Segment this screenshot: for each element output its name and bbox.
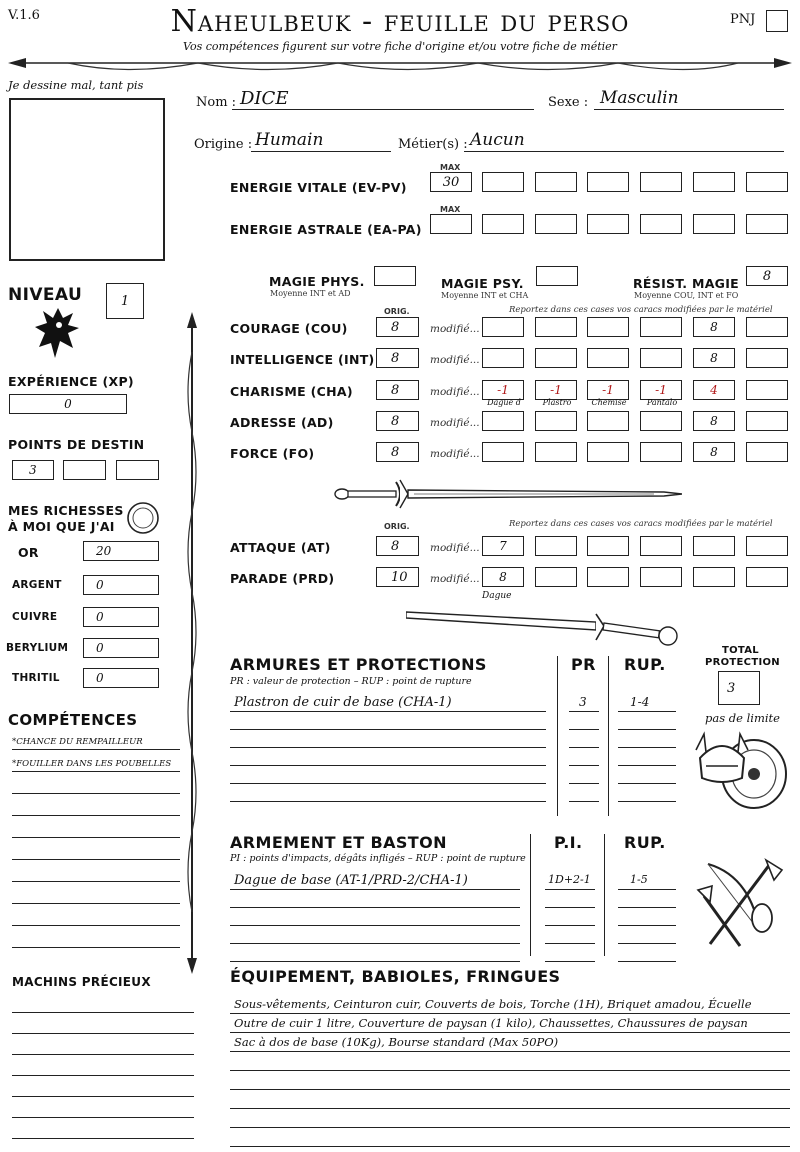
portrait-caption: Je dessine mal, tant pis (8, 78, 144, 92)
stat-orig-value: 8 (391, 538, 400, 554)
equipment-line[interactable] (230, 1089, 790, 1090)
armor-name[interactable]: Plastron de cuir de base (CHA-1) (234, 695, 452, 710)
total-protection-label-2: PROTECTION (705, 657, 780, 668)
armor-col-rup: RUP. (624, 655, 666, 674)
competences-label: COMPÉTENCES (8, 711, 138, 729)
stat-mod-value: 8 (710, 414, 718, 428)
magie-phys-sub: Moyenne INT et AD (270, 289, 351, 298)
combat-caption: Dague (482, 591, 512, 601)
magie-psy-box[interactable] (536, 266, 578, 286)
precious-line[interactable] (12, 1033, 194, 1034)
ea-box[interactable] (746, 214, 788, 234)
stat-mod-value (694, 537, 734, 555)
sword-icon (334, 478, 682, 510)
stat-orig-box[interactable] (376, 567, 419, 587)
stat-orig-value: 8 (391, 319, 400, 335)
stat-mod-value (641, 568, 681, 586)
stat-mod-value (694, 568, 734, 586)
armor-sub: PR : valeur de protection – RUP : point de rupture (230, 676, 472, 687)
equipment-line[interactable] (230, 1070, 790, 1071)
stat-label: FORCE (FO) (230, 446, 315, 461)
stat-mod-box[interactable] (587, 317, 629, 337)
niveau-label: NIVEAU (8, 285, 83, 305)
armor-line[interactable] (230, 711, 546, 712)
ev-value: 30 (442, 174, 460, 190)
stat-mod-value (588, 443, 628, 461)
wealth-box[interactable] (83, 638, 159, 658)
cha-caption: Chemise (591, 398, 627, 407)
resist-magie-value: 8 (762, 268, 772, 284)
armor-col-pr: PR (571, 655, 596, 674)
stat-mod-value (536, 318, 576, 336)
modifie-label: modifié... (430, 573, 480, 585)
stat-mod-box[interactable] (693, 348, 735, 368)
stats-orig-label: ORIG. (384, 307, 410, 316)
machins-label: MACHINS PRÉCIEUX (12, 975, 151, 989)
precious-line[interactable] (12, 1012, 194, 1013)
stat-mod-box[interactable] (640, 317, 682, 337)
stat-label: ATTAQUE (AT) (230, 540, 331, 555)
stat-mod-value (641, 443, 681, 461)
ea-box[interactable] (693, 214, 735, 234)
stat-mod-value (641, 537, 681, 555)
weapon-name[interactable]: Dague de base (AT-1/PRD-2/CHA-1) (234, 873, 468, 888)
stat-mod-box[interactable] (746, 348, 788, 368)
stat-mod-value (747, 443, 787, 461)
stat-orig-value: 8 (391, 413, 400, 429)
total-protection-label-1: TOTAL (722, 645, 759, 656)
stat-mod-box[interactable] (587, 411, 629, 431)
version-label: V.1.6 (8, 8, 40, 23)
stat-mod-box[interactable] (746, 317, 788, 337)
stat-orig-value: 8 (391, 444, 400, 460)
magie-phys-box[interactable] (374, 266, 416, 286)
weapons-col-pi: P.I. (554, 833, 583, 852)
stat-mod-box[interactable] (640, 442, 682, 462)
stat-mod-value: 8 (710, 445, 718, 459)
stat-mod-box[interactable] (693, 411, 735, 431)
stat-mod-value (536, 443, 576, 461)
armor-line[interactable] (230, 747, 546, 748)
armor-rup[interactable]: 1-4 (630, 695, 650, 709)
total-protection-value: 3 (727, 680, 736, 696)
ev-box[interactable] (587, 172, 629, 192)
weapons-title: ARMEMENT ET BASTON (230, 833, 447, 852)
stat-mod-value (747, 568, 787, 586)
stat-label: COURAGE (COU) (230, 321, 348, 336)
stat-mod-value (747, 381, 787, 399)
stat-mod-box[interactable] (535, 348, 577, 368)
page-subtitle: Vos compétences figurent sur votre fiche d'origine et/ou votre fiche de métier (183, 40, 617, 53)
stat-mod-box[interactable] (587, 442, 629, 462)
modifie-label: modifié... (430, 542, 480, 554)
stat-mod-value: -1 (602, 383, 614, 397)
page-title: Naheulbeuk - feuille du perso (170, 4, 630, 39)
ea-box[interactable] (430, 214, 472, 234)
equipment-line[interactable] (230, 1013, 790, 1014)
equipment-line[interactable] (230, 1108, 790, 1109)
weapon-line[interactable] (230, 889, 520, 890)
stat-mod-value (747, 349, 787, 367)
stat-mod-box[interactable] (587, 348, 629, 368)
ea-value (431, 215, 471, 233)
weapon-line[interactable] (230, 961, 520, 962)
wealth-value: 20 (96, 544, 112, 558)
stat-mod-value (536, 412, 576, 430)
metier-label: Métier(s) : (398, 137, 468, 152)
modifie-label: modifié... (430, 417, 480, 429)
dragon-icon (33, 303, 83, 363)
crossed-weapons-icon (690, 856, 788, 954)
magie-psy-value (537, 267, 577, 285)
stat-mod-box[interactable] (746, 380, 788, 400)
stat-mod-value (588, 537, 628, 555)
helmet-shield-icon (692, 728, 788, 812)
niveau-value: 1 (120, 293, 130, 309)
cha-caption: Plastro (542, 398, 572, 407)
stat-mod-box[interactable] (746, 536, 788, 556)
weapon-line[interactable] (230, 943, 520, 944)
equipment-line[interactable] (230, 1146, 790, 1147)
stat-mod-box[interactable] (746, 442, 788, 462)
stat-mod-box[interactable] (482, 567, 524, 587)
ea-label: ENERGIE ASTRALE (EA-PA) (230, 222, 422, 237)
magie-phys-label: MAGIE PHYS. (269, 274, 365, 289)
stat-mod-value (536, 568, 576, 586)
combat-orig-label: ORIG. (384, 522, 410, 531)
destin-label: POINTS DE DESTIN (8, 437, 145, 452)
stat-mod-box[interactable] (587, 567, 629, 587)
ev-box[interactable] (693, 172, 735, 192)
ea-box[interactable] (640, 214, 682, 234)
nom-label: Nom : (196, 95, 237, 110)
stat-mod-value: -1 (655, 383, 667, 397)
stat-orig-box[interactable] (376, 411, 419, 431)
ev-max-label: MAX (440, 163, 461, 172)
armor-line[interactable] (230, 783, 546, 784)
equipment-line[interactable] (230, 1051, 790, 1052)
armor-line[interactable] (230, 801, 546, 802)
ev-box[interactable] (535, 172, 577, 192)
destin-box-2[interactable] (63, 460, 106, 480)
armor-title: ARMURES ET PROTECTIONS (230, 655, 487, 674)
weapon-pi[interactable]: 1D+2-1 (548, 873, 591, 886)
xp-label: EXPÉRIENCE (XP) (8, 374, 134, 389)
stat-mod-box[interactable] (535, 567, 577, 587)
stat-orig-value: 8 (391, 350, 400, 366)
stat-mod-box[interactable] (587, 536, 629, 556)
magie-psy-label: MAGIE PSY. (441, 276, 524, 291)
weapons-col-rup: RUP. (624, 833, 666, 852)
magie-psy-sub: Moyenne INT et CHA (441, 291, 529, 300)
stat-mod-box[interactable] (640, 567, 682, 587)
wealth-box[interactable] (83, 607, 159, 627)
stat-mod-value: -1 (497, 383, 509, 397)
wealth-label: BERYLIUM (6, 642, 69, 654)
modifie-label: modifié... (430, 386, 480, 398)
equipment-item[interactable]: Outre de cuir 1 litre, Couverture de paysan (1 kilo), Chaussettes, Chaussures de paysan (234, 1016, 748, 1030)
stat-mod-value (483, 318, 523, 336)
destin-box-3[interactable] (116, 460, 159, 480)
stat-mod-value (483, 349, 523, 367)
stat-mod-value: 8 (710, 351, 718, 365)
stat-mod-box[interactable] (482, 411, 524, 431)
weapon-rup[interactable]: 1-5 (630, 873, 648, 886)
ev-label: ENERGIE VITALE (EV-PV) (230, 180, 407, 195)
stat-mod-value (641, 318, 681, 336)
stat-mod-value (588, 568, 628, 586)
stat-mod-value (588, 318, 628, 336)
origine-label: Origine : (194, 137, 253, 152)
resist-magie-sub: Moyenne COU, INT et FO (634, 291, 739, 300)
stat-mod-box[interactable] (535, 536, 577, 556)
stat-mod-value (483, 412, 523, 430)
stat-mod-value (536, 349, 576, 367)
stat-mod-value (588, 412, 628, 430)
stat-orig-value: 10 (391, 569, 408, 585)
nom-value[interactable]: DICE (240, 88, 289, 109)
ea-box[interactable] (482, 214, 524, 234)
precious-line[interactable] (12, 1096, 194, 1097)
ev-box[interactable] (482, 172, 524, 192)
ev-box[interactable] (640, 172, 682, 192)
stat-mod-value: 4 (710, 383, 718, 397)
total-protection-box[interactable] (718, 671, 760, 705)
weapon-line[interactable] (230, 925, 520, 926)
pas-de-limite-label: pas de limite (705, 711, 780, 725)
stat-mod-box[interactable] (587, 380, 629, 400)
armor-line[interactable] (230, 765, 546, 766)
equipment-line[interactable] (230, 1032, 790, 1033)
ev-box[interactable] (430, 172, 472, 192)
stat-mod-value (641, 412, 681, 430)
stat-mod-box[interactable] (693, 536, 735, 556)
equipment-title: ÉQUIPEMENT, BABIOLES, FRINGUES (230, 967, 561, 986)
resist-magie-box[interactable] (746, 266, 788, 286)
equipment-item[interactable]: Sac à dos de base (10Kg), Bourse standard (Max 50PO) (234, 1035, 559, 1049)
spear-divider-icon (182, 312, 202, 974)
cha-caption: Pantalo (646, 398, 678, 407)
stat-mod-value (747, 537, 787, 555)
stat-mod-box[interactable] (535, 317, 577, 337)
ea-box[interactable] (587, 214, 629, 234)
stat-orig-box[interactable] (376, 442, 419, 462)
stat-mod-box[interactable] (640, 536, 682, 556)
equipment-line[interactable] (230, 1127, 790, 1128)
stat-mod-box[interactable] (640, 380, 682, 400)
pnj-checkbox[interactable] (766, 10, 788, 32)
wealth-value: 0 (96, 671, 104, 685)
stat-mod-value (747, 412, 787, 430)
precious-line[interactable] (12, 1117, 194, 1118)
destin-value: 3 (29, 463, 37, 477)
stat-mod-box[interactable] (746, 411, 788, 431)
richesses-label-2: À MOI QUE J'AI (8, 519, 115, 534)
sexe-label: Sexe : (548, 95, 589, 110)
cha-caption: Dague d (487, 398, 521, 407)
modifie-label: modifié... (430, 354, 480, 366)
wealth-value: 0 (96, 610, 104, 624)
stat-mod-box[interactable] (693, 442, 735, 462)
stat-label: ADRESSE (AD) (230, 415, 334, 430)
stat-label: CHARISME (CHA) (230, 384, 353, 399)
stat-mod-box[interactable] (746, 567, 788, 587)
stat-mod-box[interactable] (482, 380, 524, 400)
wealth-label: ARGENT (12, 579, 62, 591)
combat-note: Reportez dans ces cases vos caracs modifiées par le matériel (509, 519, 773, 529)
ea-box[interactable] (535, 214, 577, 234)
sexe-value[interactable]: Masculin (600, 88, 679, 108)
modifie-label: modifié... (430, 323, 480, 335)
stat-orig-box[interactable] (376, 380, 419, 400)
weapons-sub: PI : points d'impacts, dégâts infligés – RUP : point de rupture (230, 853, 526, 864)
stat-orig-box[interactable] (376, 317, 419, 337)
ea-max-label: MAX (440, 205, 461, 214)
stat-mod-box[interactable] (693, 380, 735, 400)
stat-mod-value: 7 (499, 539, 507, 553)
stat-mod-value: 8 (710, 320, 718, 334)
pnj-label: PNJ (730, 12, 756, 27)
modifie-label: modifié... (430, 448, 480, 460)
stat-label: PARADE (PRD) (230, 571, 335, 586)
precious-line[interactable] (12, 1054, 194, 1055)
coin-icon (126, 501, 160, 535)
magie-phys-value (375, 267, 415, 285)
stat-mod-box[interactable] (482, 442, 524, 462)
stat-mod-box[interactable] (640, 411, 682, 431)
xp-value: 0 (64, 397, 72, 411)
stat-mod-value (483, 443, 523, 461)
portrait-box[interactable] (9, 98, 165, 261)
wealth-value: 0 (96, 641, 104, 655)
resist-magie-label: RÉSIST. MAGIE (633, 276, 740, 291)
precious-line[interactable] (12, 1075, 194, 1076)
richesses-label-1: MES RICHESSES (8, 503, 124, 518)
stat-mod-value: 8 (499, 570, 507, 584)
stat-mod-box[interactable] (693, 567, 735, 587)
xp-box[interactable] (9, 394, 127, 414)
precious-line[interactable] (12, 1138, 194, 1139)
wealth-box[interactable] (83, 668, 159, 688)
stat-orig-box[interactable] (376, 536, 419, 556)
weapon-line[interactable] (230, 907, 520, 908)
stat-mod-value (747, 318, 787, 336)
wealth-label: OR (18, 545, 39, 560)
stat-mod-box[interactable] (640, 348, 682, 368)
stat-orig-value: 8 (391, 382, 400, 398)
stat-mod-value (641, 349, 681, 367)
skill-item[interactable]: *FOUILLER DANS LES POUBELLES (12, 759, 172, 769)
stat-mod-value: -1 (550, 383, 562, 397)
metier-value[interactable]: Aucun (470, 130, 525, 150)
equipment-item[interactable]: Sous-vêtements, Ceinturon cuir, Couverts de bois, Torche (1H), Briquet amadou, Écuelle (234, 997, 752, 1011)
stat-label: INTELLIGENCE (INT) (230, 352, 375, 367)
stat-mod-box[interactable] (693, 317, 735, 337)
stat-mod-box[interactable] (535, 442, 577, 462)
stats-note: Reportez dans ces cases vos caracs modifiées par le matériel (509, 305, 773, 315)
wealth-box[interactable] (83, 541, 159, 561)
wealth-label: THRITIL (12, 672, 60, 684)
spear-banner-icon (8, 52, 792, 78)
destin-box-1[interactable] (12, 460, 54, 480)
stat-mod-box[interactable] (535, 380, 577, 400)
stat-mod-box[interactable] (482, 317, 524, 337)
stat-mod-box[interactable] (482, 348, 524, 368)
sword-icon-2 (406, 604, 682, 648)
origine-value[interactable]: Humain (255, 130, 324, 150)
armor-pr[interactable]: 3 (579, 695, 587, 709)
wealth-box[interactable] (83, 575, 159, 595)
ev-box[interactable] (746, 172, 788, 192)
skill-item[interactable]: *CHANCE DU REMPAILLEUR (12, 737, 143, 747)
stat-orig-box[interactable] (376, 348, 419, 368)
stat-mod-value (536, 537, 576, 555)
stat-mod-value (588, 349, 628, 367)
stat-mod-box[interactable] (482, 536, 524, 556)
niveau-box[interactable] (106, 283, 144, 319)
wealth-label: CUIVRE (12, 611, 58, 623)
wealth-value: 0 (96, 578, 104, 592)
stat-mod-box[interactable] (535, 411, 577, 431)
armor-line[interactable] (230, 729, 546, 730)
